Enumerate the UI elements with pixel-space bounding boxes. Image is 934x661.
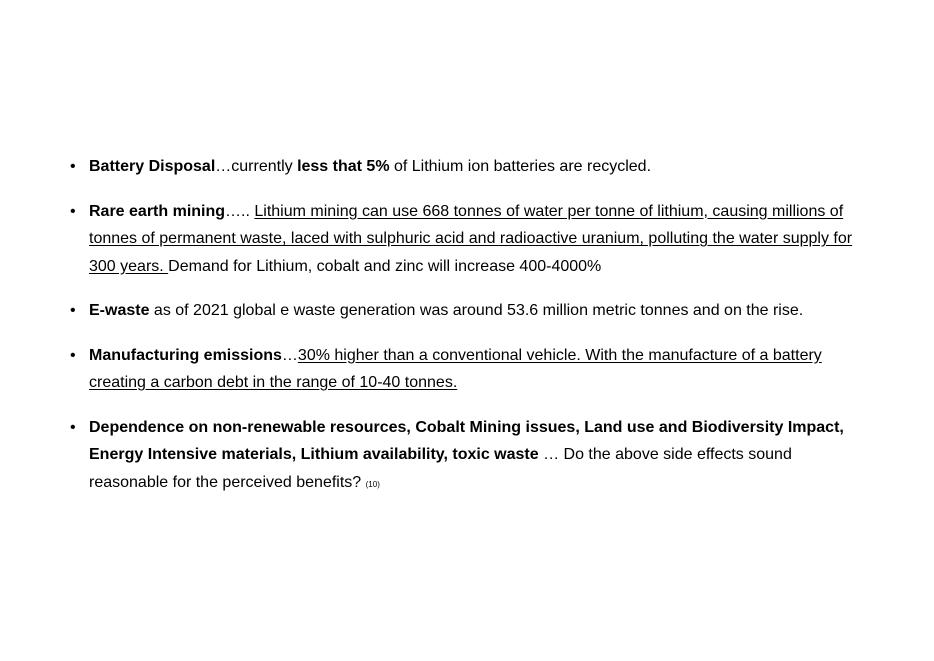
bullet-underlined-text: Lithium mining can use 668 tonnes of water per tonne of lithium, causing millions of tonnes of permanent waste, laced with sulphuric acid and radioactive uranium, polluting the water supply for 300 years. bbox=[89, 202, 853, 275]
bullet-battery-disposal bbox=[70, 153, 870, 181]
bullet-text: …currently bbox=[215, 158, 298, 175]
bullet-dependence bbox=[70, 414, 870, 499]
bullet-dot-icon: • bbox=[70, 158, 76, 175]
bullet-dot-icon: • bbox=[70, 346, 76, 364]
bullet-dot-icon: • bbox=[70, 418, 76, 436]
bullet-emphasis: less that 5% bbox=[297, 158, 390, 175]
bullet-heading: E-waste bbox=[89, 302, 150, 319]
bullet-underlined-text: 30% higher than a conventional vehicle. With the manufacture of a battery creating a carbon debt in the range of 10-40 tonnes. bbox=[89, 346, 822, 391]
bullet-text: of Lithium ion batteries are recycled. bbox=[389, 158, 652, 175]
bullet-text: as of 2021 global e waste generation was around 53.6 million metric tonnes and on the rise. bbox=[149, 302, 804, 319]
bullet-heading: Manufacturing emissions bbox=[89, 346, 282, 364]
bullet-dot-icon: • bbox=[70, 302, 76, 319]
bullet-text: Demand for Lithium, cobalt and zinc will increase 400-4000% bbox=[168, 257, 602, 275]
bullet-rare-earth-mining bbox=[70, 198, 870, 281]
bullet-heading: Dependence on non-renewable resources, Cobalt Mining issues, Land use and Biodiversity Impact, Energy Intensive materials, Lithium availability, toxic waste bbox=[89, 418, 844, 463]
reference-number: (10) bbox=[365, 479, 380, 489]
bullet-text: ….. bbox=[225, 202, 255, 220]
bullet-heading: Battery Disposal bbox=[89, 158, 216, 175]
bullet-heading: Rare earth mining bbox=[89, 202, 226, 220]
bullet-text: … bbox=[281, 346, 298, 364]
bullet-list bbox=[70, 153, 870, 515]
bullet-text: … Do the above side effects sound reasonable for the perceived benefits? bbox=[89, 446, 792, 491]
bullet-e-waste bbox=[70, 297, 870, 325]
bullet-manufacturing-emissions bbox=[70, 342, 870, 397]
bullet-dot-icon: • bbox=[70, 202, 76, 220]
